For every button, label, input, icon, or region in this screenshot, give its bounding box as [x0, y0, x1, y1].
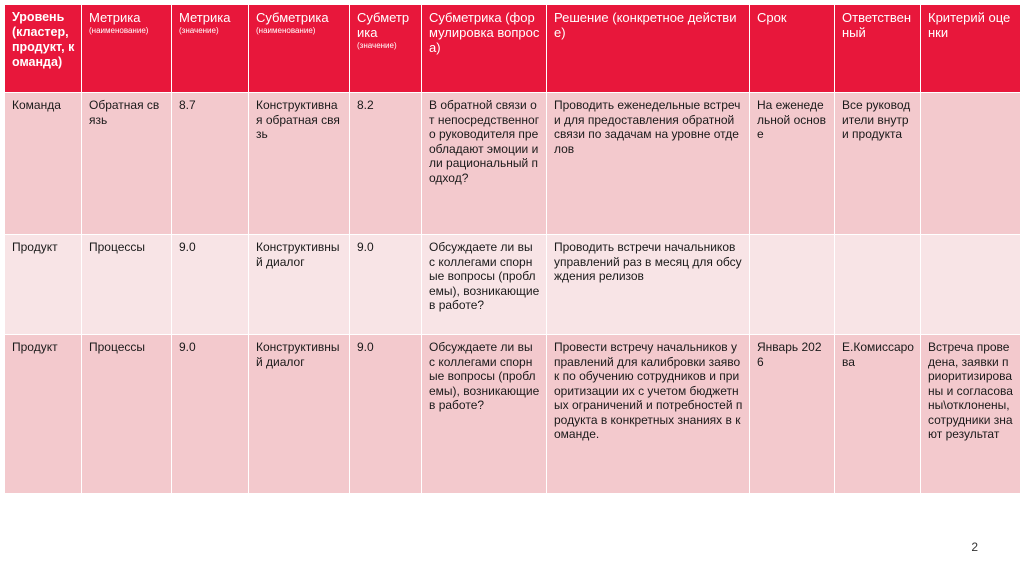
cell-metric-name: Обратная связь — [82, 93, 172, 235]
cell-responsible: Все руководители внутри продукта — [835, 93, 921, 235]
table-header-row — [5, 5, 1021, 93]
cell-submetric-name: Конструктивный диалог — [249, 335, 350, 494]
cell-question: Обсуждаете ли вы с коллегами спорные вопросы (проблемы), возникающие в работе? — [422, 335, 547, 494]
table-row — [5, 335, 1021, 494]
cell-criterion: Встреча проведена, заявки приоритизированы и согласованы\отклонены, сотрудники знают результат — [921, 335, 1021, 494]
cell-question: Обсуждаете ли вы с коллегами спорные вопросы (проблемы), возникающие в работе? — [422, 235, 547, 335]
cell-submetric-name: Конструктивный диалог — [249, 235, 350, 335]
cell-criterion — [921, 235, 1021, 335]
header-submetric-name: Субметрика (наименование) — [249, 5, 350, 93]
cell-metric-value: 9.0 — [172, 235, 249, 335]
cell-metric-name: Процессы — [82, 335, 172, 494]
cell-criterion — [921, 93, 1021, 235]
cell-solution: Проводить встречи начальников управлений раз в месяц для обсуждения релизов — [547, 235, 750, 335]
cell-level: Продукт — [5, 235, 82, 335]
cell-responsible: Е.Комиссарова — [835, 335, 921, 494]
cell-level: Продукт — [5, 335, 82, 494]
header-submetric-value: Субметрика (значение) — [350, 5, 422, 93]
header-solution: Решение (конкретное действие) — [547, 5, 750, 93]
header-question: Субметрика (формулировка вопроса) — [422, 5, 547, 93]
cell-solution: Провести встречу начальников управлений для калибровки заявок по обучению сотрудников и приоритизации их с учетом бюджетных ограничений и потребностей продукта в конкретных знаниях в команде. — [547, 335, 750, 494]
header-metric-value: Метрика (значение) — [172, 5, 249, 93]
header-criterion: Критерий оценки — [921, 5, 1021, 93]
cell-metric-value: 8.7 — [172, 93, 249, 235]
table-row — [5, 235, 1021, 335]
table-row — [5, 93, 1021, 235]
header-responsible: Ответственный — [835, 5, 921, 93]
cell-question: В обратной связи от непосредственного руководителя преобладают эмоции или рациональный подход? — [422, 93, 547, 235]
cell-level: Команда — [5, 93, 82, 235]
cell-responsible — [835, 235, 921, 335]
cell-submetric-value: 8.2 — [350, 93, 422, 235]
header-metric-name: Метрика (наименование) — [82, 5, 172, 93]
cell-deadline: На еженедельной основе — [750, 93, 835, 235]
cell-deadline — [750, 235, 835, 335]
cell-submetric-value: 9.0 — [350, 335, 422, 494]
cell-metric-value: 9.0 — [172, 335, 249, 494]
page-number: 2 — [971, 540, 978, 554]
cell-submetric-name: Конструктивная обратная связь — [249, 93, 350, 235]
cell-submetric-value: 9.0 — [350, 235, 422, 335]
header-deadline: Срок — [750, 5, 835, 93]
cell-deadline: Январь 2026 — [750, 335, 835, 494]
action-plan-table — [4, 4, 1021, 494]
header-level: Уровень (кластер, продукт, команда) — [5, 5, 82, 93]
cell-solution: Проводить еженедельные встречи для предоставления обратной связи по задачам на уровне отделов — [547, 93, 750, 235]
cell-metric-name: Процессы — [82, 235, 172, 335]
